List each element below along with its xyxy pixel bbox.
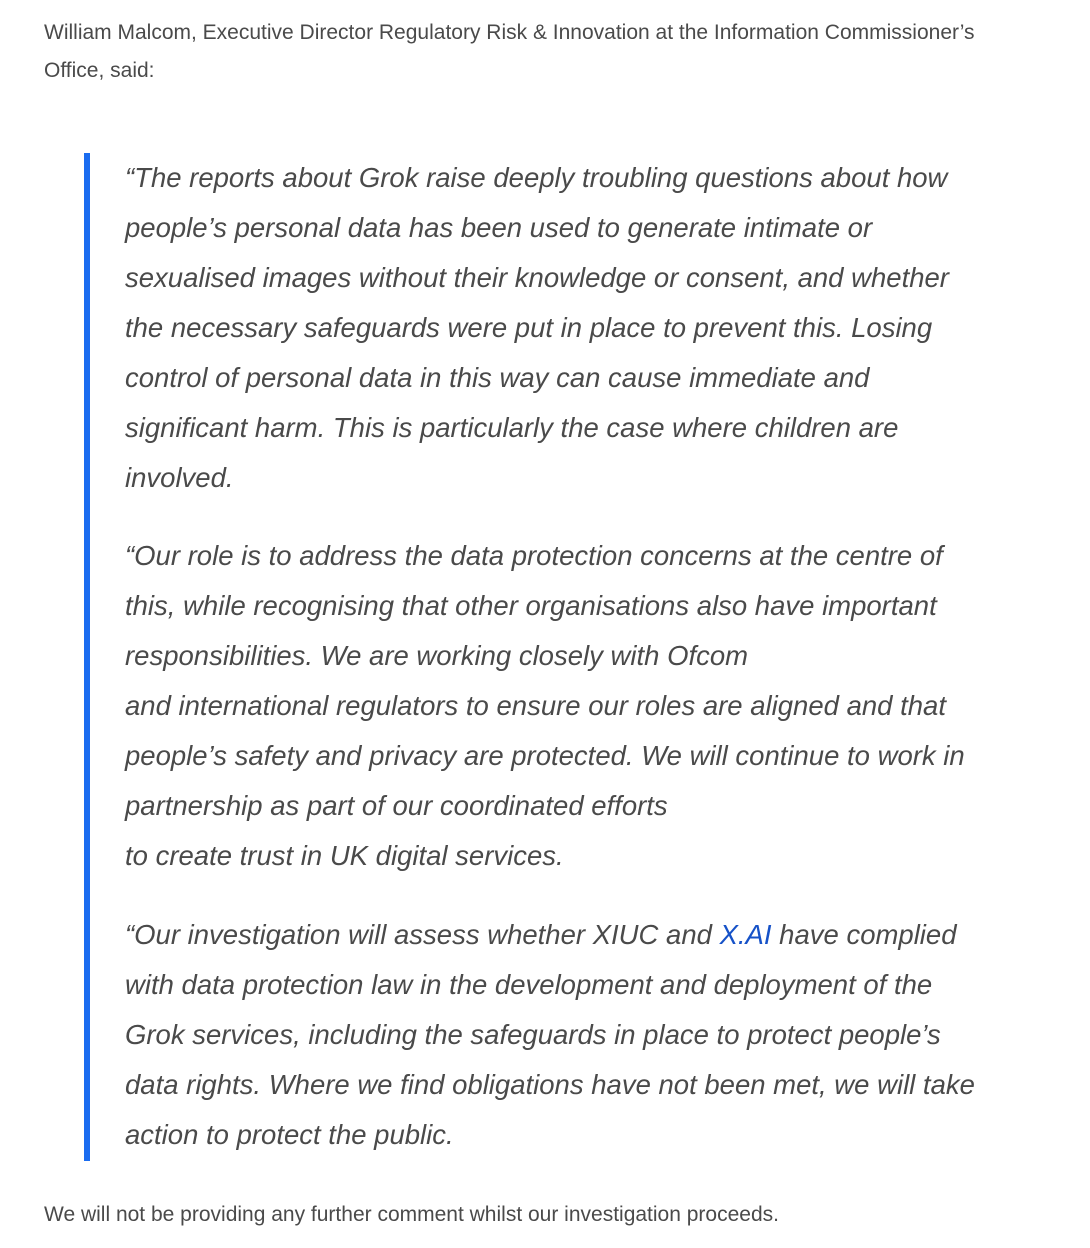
quote-paragraph-1 <box>125 153 949 503</box>
quote-line: with data protection law in the development and deployment of the <box>125 969 933 1000</box>
quote-line: partnership as part of our coordinated efforts <box>125 790 668 821</box>
quote-line: control of personal data in this way can cause immediate and <box>125 362 870 393</box>
xai-link[interactable]: X.AI <box>719 919 772 950</box>
quote-line: to create trust in UK digital services. <box>125 840 564 871</box>
quote-line: people’s personal data has been used to generate intimate or <box>125 212 873 243</box>
quote-line: and international regulators to ensure our roles are aligned and that <box>125 690 946 721</box>
quote-line-text: “Our investigation will assess whether XIUC and <box>125 919 720 950</box>
quote-line: involved. <box>125 462 234 493</box>
quote-paragraph-2 <box>125 531 965 881</box>
blockquote <box>84 153 1084 1161</box>
quote-line: sexualised images without their knowledge or consent, and whether <box>125 262 949 293</box>
quote-line: significant harm. This is particularly the case where children are <box>125 412 899 443</box>
quote-line-text: have complied <box>771 919 957 950</box>
quote-line: “The reports about Grok raise deeply troubling questions about how <box>125 162 948 193</box>
quote-line: Grok services, including the safeguards in place to protect people’s <box>125 1019 941 1050</box>
quote-line: the necessary safeguards were put in place to prevent this. Losing <box>125 312 933 343</box>
closing-statement: We will not be providing any further comment whilst our investigation proceeds. <box>44 1203 779 1226</box>
quote-line: action to protect the public. <box>125 1119 454 1150</box>
quote-line: data rights. Where we find obligations have not been met, we will take <box>125 1069 975 1100</box>
quote-line: responsibilities. We are working closely with Ofcom <box>125 640 749 671</box>
quote-line: this, while recognising that other organisations also have important <box>125 590 937 621</box>
quote-line: “Our role is to address the data protection concerns at the centre of <box>125 540 943 571</box>
quote-paragraph-3 <box>125 910 975 1160</box>
quote-line: people’s safety and privacy are protected. We will continue to work in <box>125 740 965 771</box>
intro-line-2: Office, said: <box>44 59 155 82</box>
quote-line <box>125 910 975 960</box>
intro-paragraph <box>44 14 1044 90</box>
intro-line-1: William Malcom, Executive Director Regulatory Risk & Innovation at the Information Commissioner’s <box>44 21 975 44</box>
